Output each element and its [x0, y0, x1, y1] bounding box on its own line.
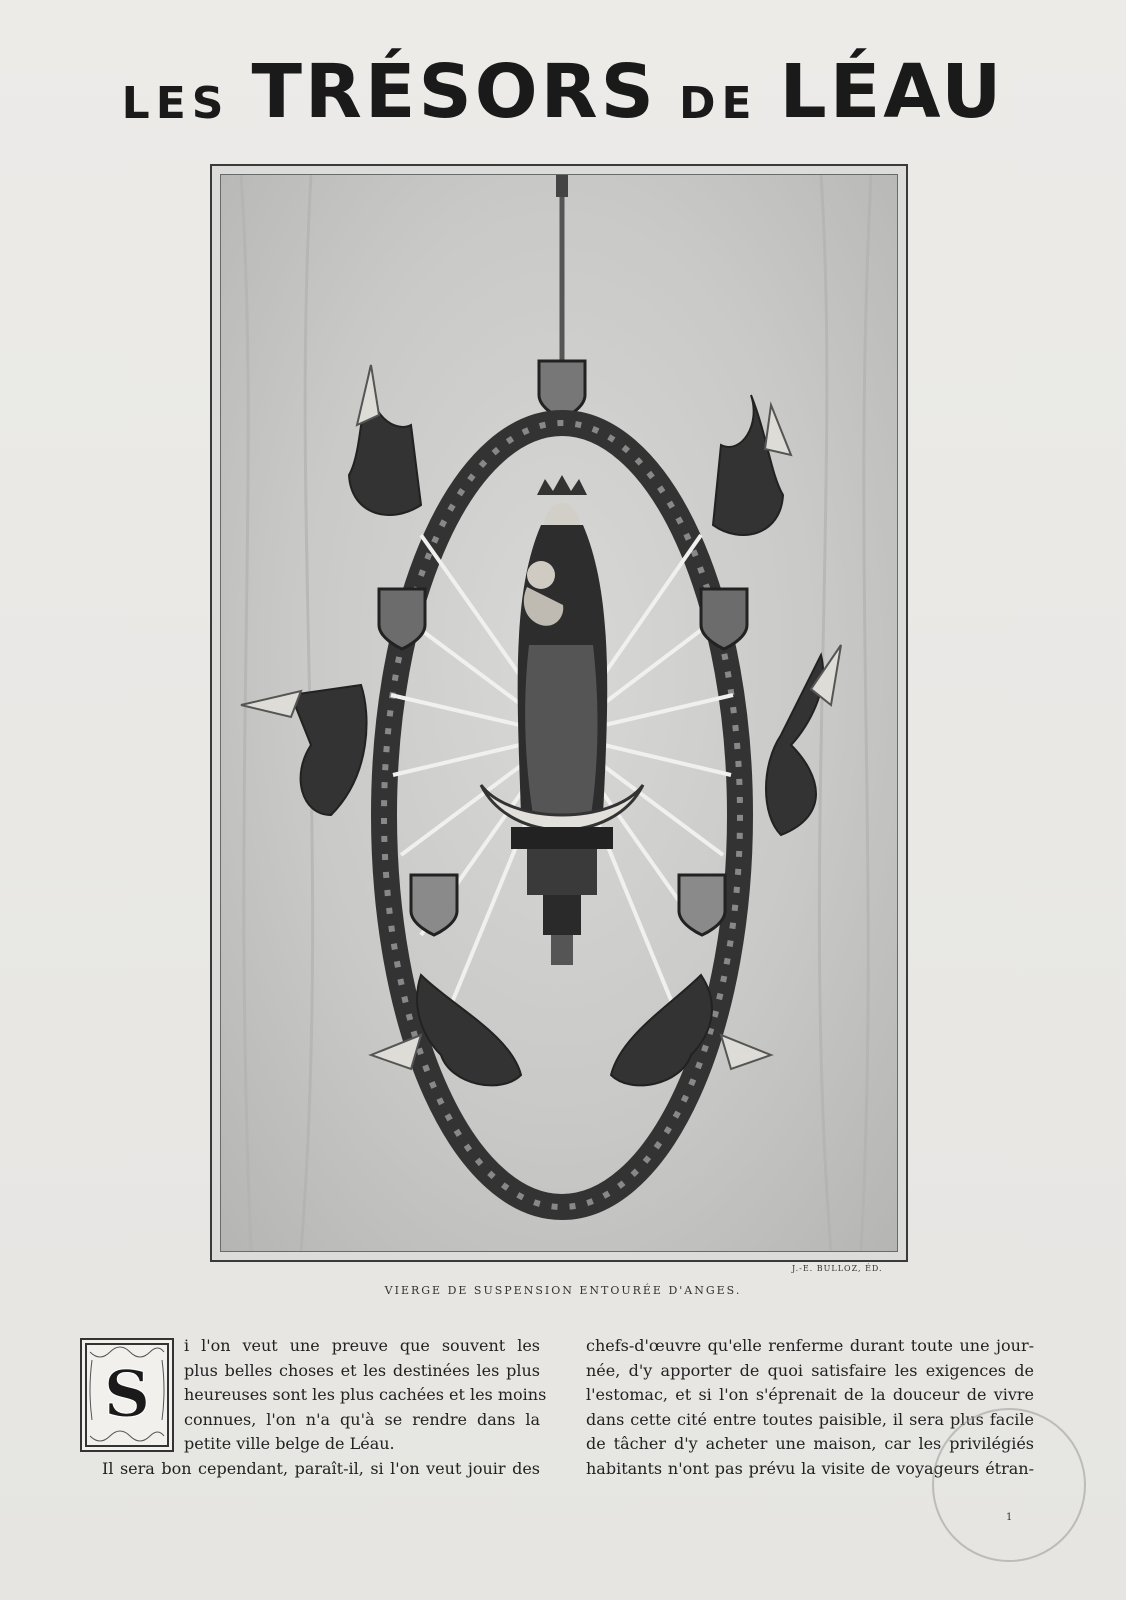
- text-column-left: [100, 1334, 547, 1481]
- page-number: 1: [1006, 1512, 1013, 1523]
- text-line: l'estomac, et si l'on s'éprenait de la douceur de vivre: [586, 1385, 1034, 1404]
- text-line: plus belles choses et les destinées les plus: [184, 1360, 540, 1380]
- text-line: heureuses sont les plus cachées et les moins: [184, 1385, 547, 1404]
- text-line: petite ville belge de Léau.: [184, 1434, 395, 1453]
- photo-caption: VIERGE DE SUSPENSION ENTOURÉE D'ANGES.: [384, 1284, 742, 1297]
- page-title: [0, 44, 1126, 134]
- title-word-leau: LÉAU: [779, 49, 1005, 135]
- text-line: dans cette cité entre toutes paisible, il sera plus facile: [586, 1409, 1034, 1429]
- virgin-sculpture-illustration: [221, 175, 897, 1251]
- title-word-tresors: TRÉSORS: [251, 49, 657, 135]
- title-word-de: DE: [678, 78, 758, 129]
- text-line: habitants n'ont pas prévu la visite de voyageurs étran-: [586, 1458, 1034, 1478]
- text-line: chefs-d'œuvre qu'elle renferme durant toute une jour-: [586, 1336, 1034, 1355]
- title-word-les: LES: [121, 78, 230, 129]
- text-line: née, d'y apporter de quoi satisfaire les exigences de: [586, 1360, 1034, 1380]
- text-line: i l'on veut une preuve que souvent les: [184, 1336, 540, 1355]
- photo-plate: [210, 164, 908, 1262]
- text-line: connues, l'on n'a qu'à se rendre dans la: [184, 1409, 540, 1429]
- svg-text:S: S: [103, 1357, 151, 1432]
- photo-credit: J.-E. BULLOZ, ÉD.: [792, 1264, 883, 1273]
- virgin-sculpture-photo: [220, 174, 898, 1252]
- library-stamp-watermark: [932, 1408, 1086, 1562]
- text-line: Il sera bon cependant, paraît-il, si l'on veut jouir des: [102, 1458, 540, 1478]
- text-line: de tâcher d'y acheter une maison, car les privilégiés: [586, 1434, 1034, 1453]
